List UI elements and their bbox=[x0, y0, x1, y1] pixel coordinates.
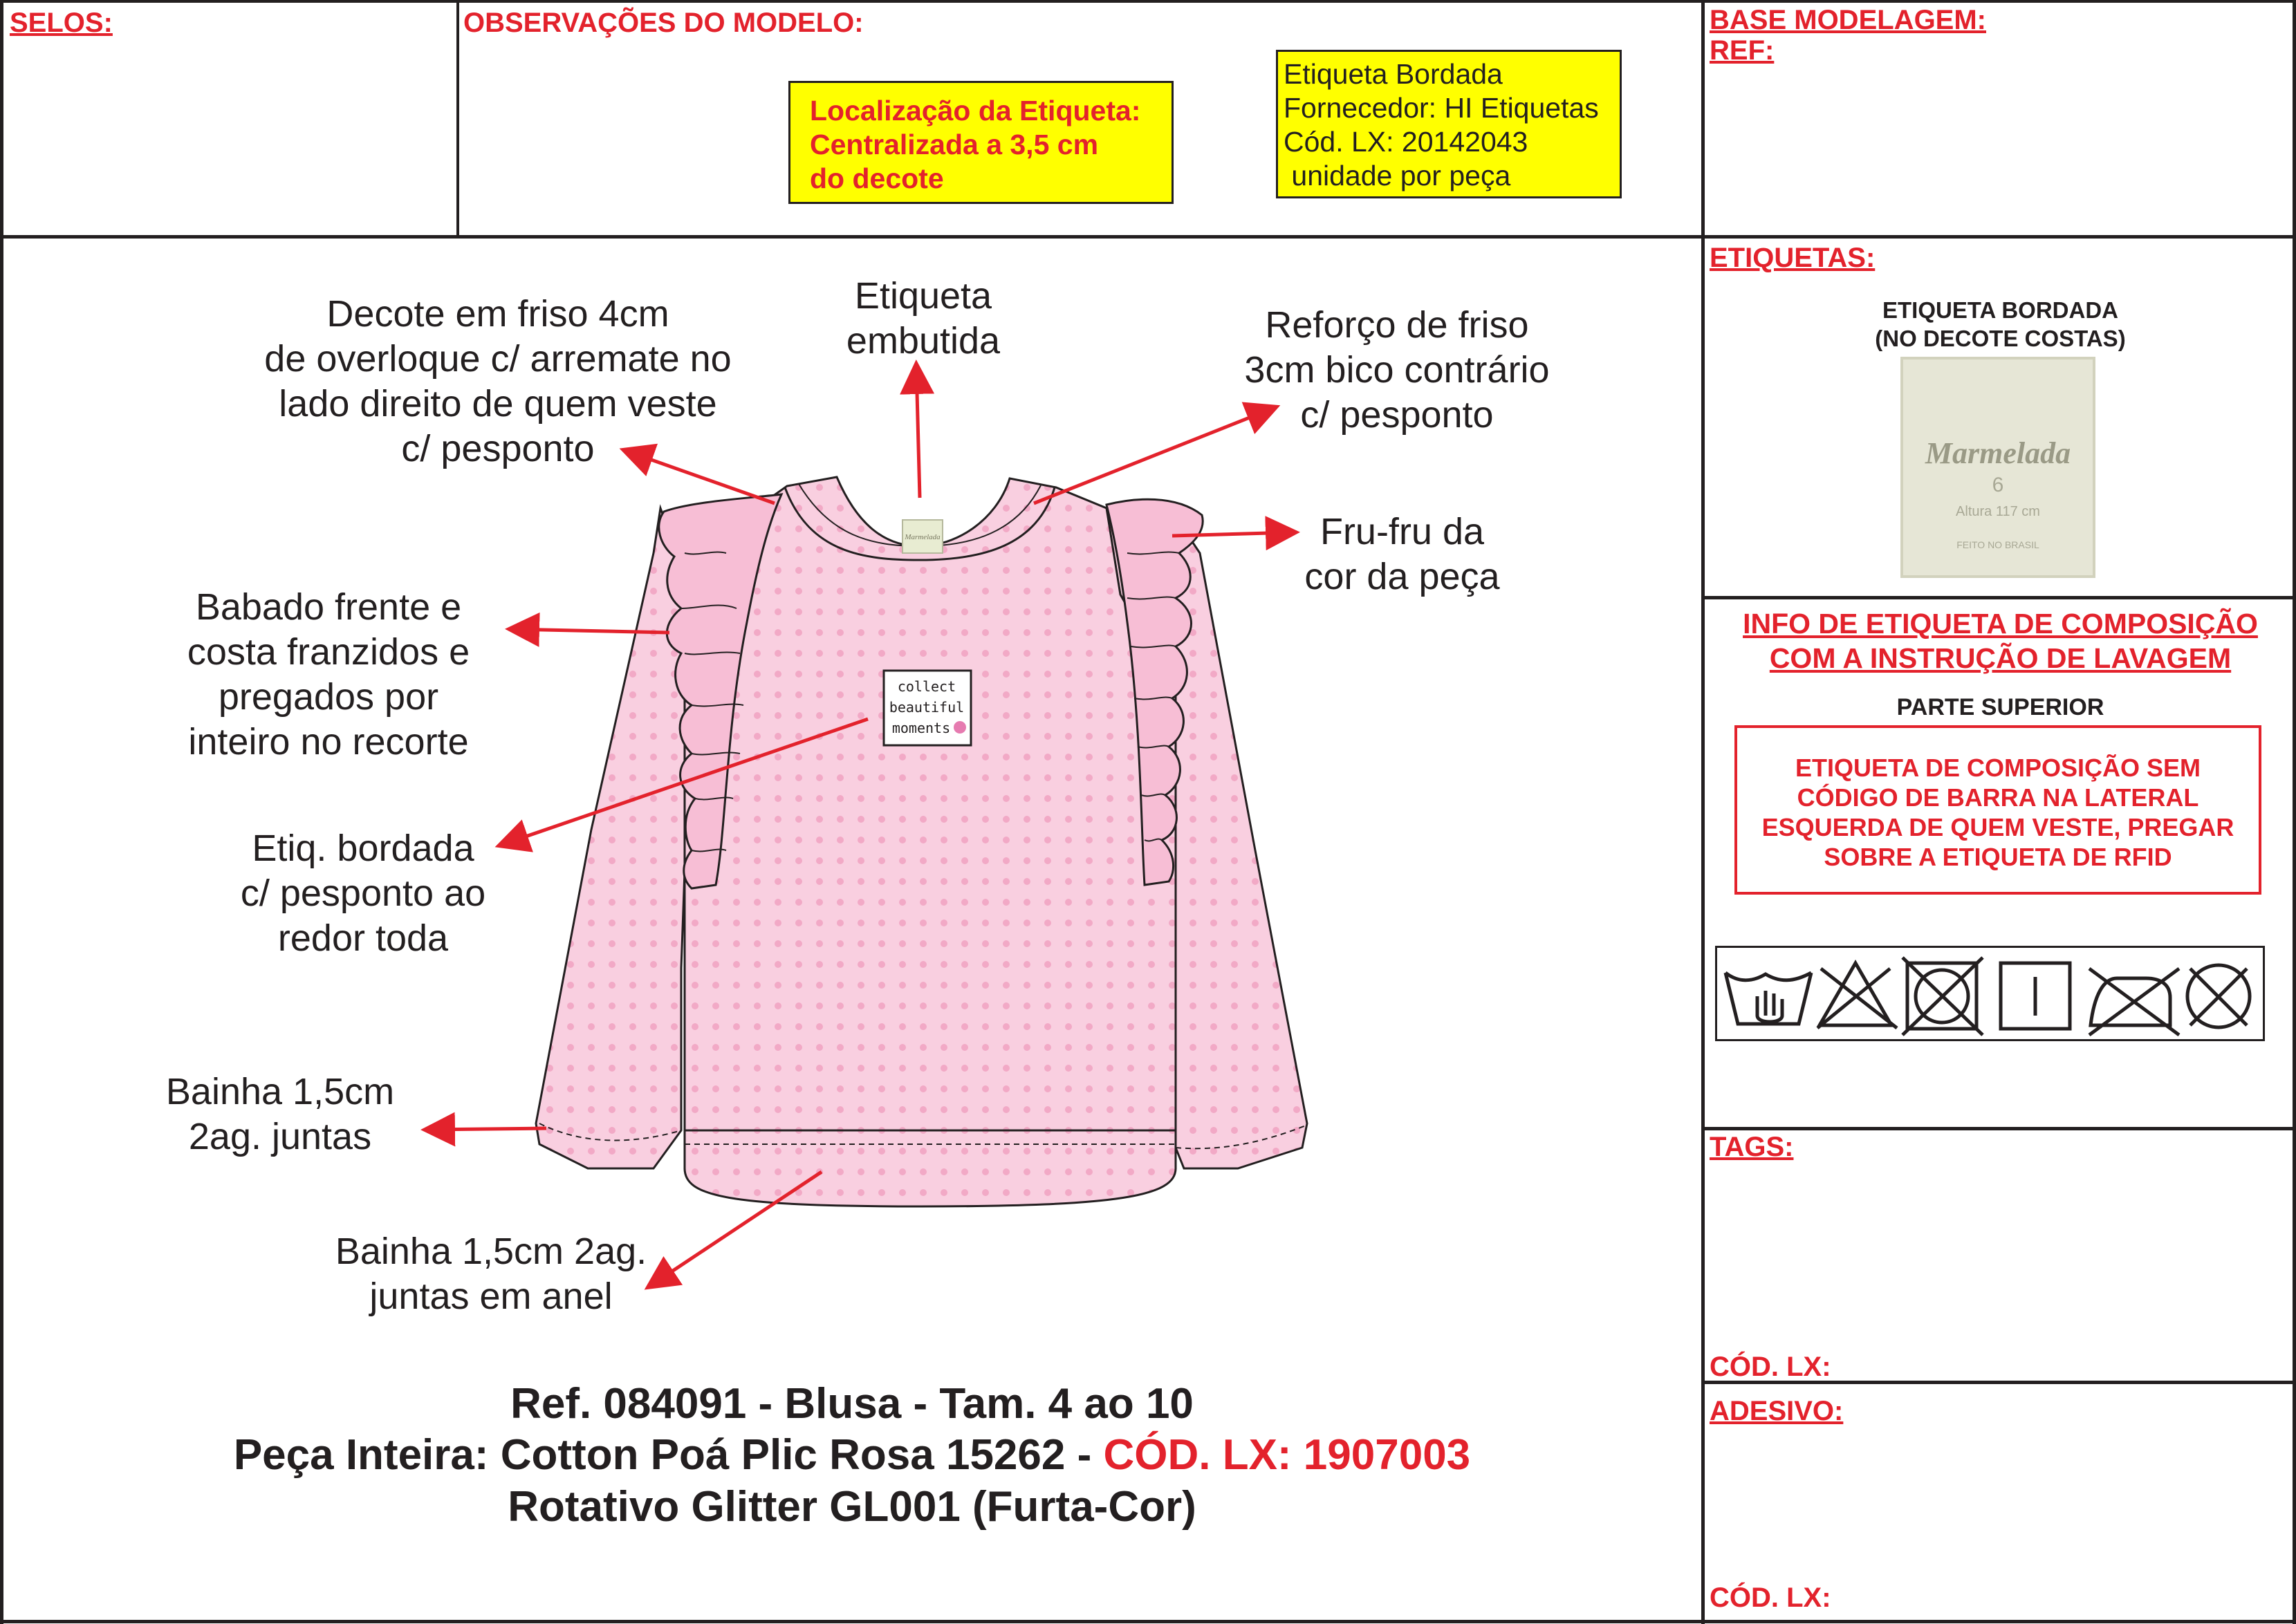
care-symbols-strip bbox=[1715, 946, 2265, 1041]
sidebar-sep-1 bbox=[1701, 235, 2296, 239]
left-sleeve bbox=[536, 508, 692, 1168]
patch-line-3: moments bbox=[891, 720, 951, 736]
bainha-manga-line-1: Bainha 1,5cm bbox=[165, 1071, 395, 1112]
sample-height: Altura 117 cm bbox=[1956, 504, 2040, 519]
bainha-manga-line-2: 2ag. juntas bbox=[188, 1116, 372, 1157]
product-glitter-line: Rotativo Glitter GL001 (Furta-Cor) bbox=[508, 1483, 1196, 1531]
label-supplier-note bbox=[1276, 50, 1622, 198]
annotation-frufru bbox=[1266, 510, 1539, 599]
supplier-line-3: Cód. LX: 20142043 bbox=[1284, 126, 1528, 158]
arrow-etiqueta-embutida bbox=[916, 366, 920, 498]
composicao-notice-1: ETIQUETA DE COMPOSIÇÃO SEM bbox=[1795, 754, 2201, 782]
composicao-notice bbox=[1734, 725, 2261, 895]
adesivo-label: ADESIVO: bbox=[1710, 1396, 1844, 1426]
product-fabric-text: Peça Inteira: Cotton Poá Plic Rosa 15262 - bbox=[233, 1431, 1104, 1479]
no-dry-clean-icon bbox=[2187, 965, 2250, 1027]
ref-label: REF: bbox=[1710, 35, 1775, 66]
hem-band bbox=[685, 1130, 1176, 1206]
blouse-body bbox=[685, 477, 1176, 1168]
decote-line-1: Decote em friso 4cm bbox=[326, 293, 669, 335]
composicao-notice-3: ESQUERDA DE QUEM VESTE, PREGAR bbox=[1761, 813, 2234, 841]
etiq-bordada-line-3: redor toda bbox=[277, 917, 449, 959]
patch-flower-icon bbox=[954, 721, 966, 734]
annotation-etiq-bordada bbox=[201, 826, 526, 961]
observacoes-label: OBSERVAÇÕES DO MODELO: bbox=[463, 8, 864, 38]
no-tumble-dry-icon bbox=[1902, 958, 1983, 1035]
cod-lx-label-tags: CÓD. LX: bbox=[1710, 1352, 1831, 1382]
etiqueta-bordada-title bbox=[1705, 296, 2296, 353]
annotation-bainha-barra bbox=[297, 1229, 685, 1319]
composicao-notice-2: CÓDIGO DE BARRA NA LATERAL bbox=[1797, 783, 2199, 812]
babado-line-4: inteiro no recorte bbox=[188, 721, 469, 763]
label-location-line-1: Localização da Etiqueta: bbox=[810, 95, 1141, 127]
etiqueta-bordada-title-1: ETIQUETA BORDADA bbox=[1882, 297, 2118, 323]
line-dry-icon bbox=[2001, 963, 2070, 1029]
patch-line-2: beautiful bbox=[889, 699, 965, 716]
parte-superior-label: PARTE SUPERIOR bbox=[1896, 694, 2104, 720]
reforco-line-3: c/ pesponto bbox=[1300, 394, 1494, 436]
arrow-bainha-manga bbox=[427, 1128, 546, 1130]
etiqueta-embutida-line-1: Etiqueta bbox=[854, 275, 992, 317]
annotation-reforco bbox=[1189, 303, 1604, 438]
hand-wash-icon bbox=[1725, 973, 1811, 1024]
babado-line-3: pregados por bbox=[218, 676, 439, 718]
supplier-line-1: Etiqueta Bordada bbox=[1284, 58, 1503, 90]
tags-label: TAGS: bbox=[1710, 1132, 1794, 1162]
neck-label-brand: Marmelada bbox=[905, 533, 941, 541]
annotation-babado bbox=[145, 585, 512, 765]
frufru-line-1: Fru-fru da bbox=[1320, 511, 1485, 552]
decote-line-2: de overloque c/ arremate no bbox=[264, 338, 732, 380]
label-location-line-2: Centralizada a 3,5 cm bbox=[810, 129, 1099, 160]
reforco-line-2: 3cm bico contrário bbox=[1244, 349, 1550, 391]
sample-brand: Marmelada bbox=[1925, 436, 2071, 470]
label-location-note bbox=[788, 81, 1174, 204]
frame-bottom bbox=[0, 1620, 2296, 1623]
selos-label: SELOS: bbox=[10, 8, 113, 38]
reforco-line-1: Reforço de friso bbox=[1265, 304, 1529, 346]
info-composicao-title bbox=[1705, 606, 2296, 675]
sample-size: 6 bbox=[1992, 474, 2004, 496]
product-fabric-line bbox=[0, 1430, 1704, 1481]
supplier-line-2: Fornecedor: HI Etiquetas bbox=[1284, 92, 1599, 124]
sidebar-sep-2 bbox=[1701, 596, 2296, 599]
no-iron-icon bbox=[2089, 969, 2179, 1035]
decote-line-3: lado direito de quem veste bbox=[279, 383, 717, 424]
annotation-etiqueta-embutida bbox=[761, 274, 1086, 364]
selos-divider bbox=[456, 0, 459, 239]
bainha-barra-line-2: juntas em anel bbox=[369, 1276, 613, 1317]
patch-line-1: collect bbox=[897, 678, 956, 695]
label-location-line-3: do decote bbox=[810, 162, 944, 194]
sample-origin: FEITO NO BRASIL bbox=[1956, 539, 2039, 550]
info-composicao-title-2: COM A INSTRUÇÃO DE LAVAGEM bbox=[1769, 642, 2232, 674]
care-symbols-svg bbox=[1717, 948, 2263, 1039]
base-modelagem-label: BASE MODELAGEM: bbox=[1710, 5, 1986, 35]
composicao-notice-4: SOBRE A ETIQUETA DE RFID bbox=[1824, 843, 2172, 871]
cod-lx-label-adesivo: CÓD. LX: bbox=[1710, 1583, 1831, 1613]
info-composicao-title-1: INFO DE ETIQUETA DE COMPOSIÇÃO bbox=[1743, 608, 2258, 640]
etiq-bordada-line-2: c/ pesponto ao bbox=[240, 872, 486, 914]
etiqueta-bordada-title-2: (NO DECOTE COSTAS) bbox=[1875, 326, 2126, 351]
embroidered-label-sample bbox=[1900, 357, 2095, 578]
no-bleach-icon bbox=[1817, 963, 1897, 1028]
supplier-line-4: unidade por peça bbox=[1284, 160, 1511, 192]
decote-line-4: c/ pesponto bbox=[401, 428, 595, 469]
product-ref-line: Ref. 084091 - Blusa - Tam. 4 ao 10 bbox=[510, 1380, 1194, 1428]
annotation-bainha-manga bbox=[131, 1070, 429, 1159]
babado-line-1: Babado frente e bbox=[195, 586, 462, 628]
annotation-decote bbox=[228, 292, 768, 472]
bainha-barra-line-1: Bainha 1,5cm 2ag. bbox=[335, 1231, 647, 1272]
etiqueta-embutida-line-2: embutida bbox=[846, 320, 1001, 362]
product-code: CÓD. LX: 1907003 bbox=[1103, 1431, 1471, 1479]
etiquetas-label: ETIQUETAS: bbox=[1710, 243, 1876, 273]
etiq-bordada-line-1: Etiq. bordada bbox=[252, 828, 474, 869]
frufru-line-2: cor da peça bbox=[1304, 556, 1500, 597]
babado-line-2: costa franzidos e bbox=[187, 631, 470, 673]
